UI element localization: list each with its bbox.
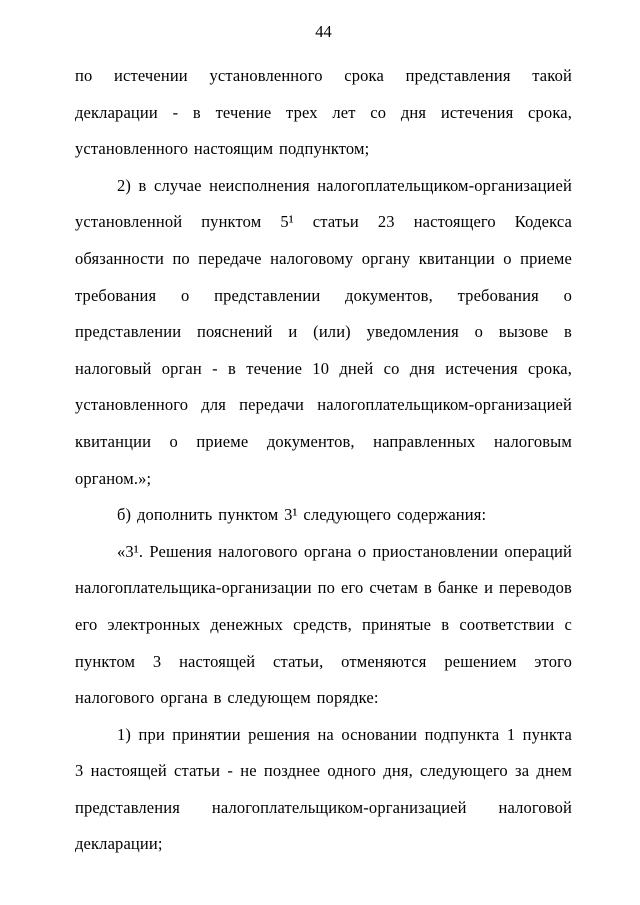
paragraph-item-b: б) дополнить пунктом 3¹ следующего содержания: [117,505,487,525]
paragraph-subclause-2: 2) в случае неисполнения налогоплательщиком-организацией установленной пунктом 5¹ статьи 23 настоящего Кодекса обязанности по передаче налоговому органу квитанции о приеме требования о представлении документов, требования о представлении пояснений и (или) уведомления о вызове в налоговый орган - в течение 10 дней со дня истечения срока, установленного для передачи налогоплательщиком-организацией квитанции о приеме документов, направленных налоговым органом.»; [75,175,572,488]
paragraph-point-3-1: «3¹. Решения налогового органа о приостановлении операций налогоплательщика-организации по его счетам в банке и переводов его электронных денежных средств, принятые в соответствии с пунктом 3 настоящей статьи, отменяются решением этого налогового органа в следующем порядке: [75,541,572,708]
document-body [75,58,572,863]
page-number: 44 [315,22,332,41]
paragraph-subclause-1: 1) при принятии решения на основании подпункта 1 пункта 3 настоящей статьи - не позднее одного дня, следующего за днем представления налогоплательщиком-организацией налоговой декларации; [75,724,572,854]
paragraph-continuation: по истечении установленного срока представления такой декларации - в течение трех лет со дня истечения срока, установленного настоящим подпунктом; [75,66,572,159]
